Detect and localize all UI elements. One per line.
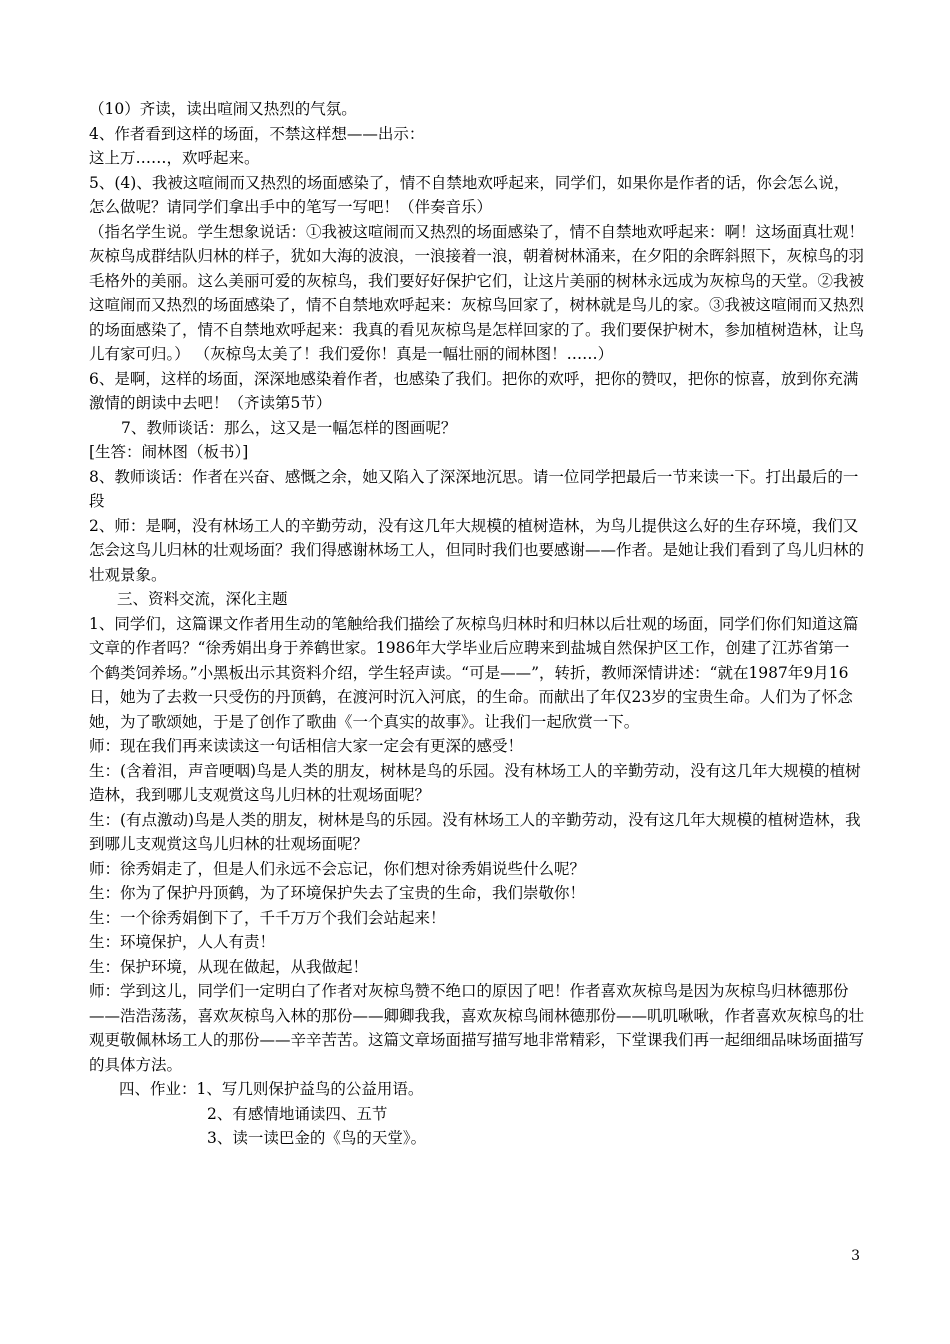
section-heading: 三、资料交流，深化主题 xyxy=(117,590,288,608)
paragraph: 5、(4)、我被这喧闹而又热烈的场面感染了，情不自禁地欢呼起来，同学们，如果你是作者的话，你会怎么说，怎么做呢？请同学们拿出手中的笔写一写吧！（伴奏音乐） xyxy=(89,173,850,216)
paragraph: 生：你为了保护丹顶鹤，为了环境保护失去了宝贵的生命，我们崇敬你！ xyxy=(89,884,586,902)
paragraph: 7、教师谈话：那么，这又是一幅怎样的图画呢？ xyxy=(121,418,457,437)
paragraph: 生：保护环境，从现在做起，从我做起！ xyxy=(89,957,369,976)
homework-item: 3、读一读巴金的《鸟的天堂》。 xyxy=(207,1129,427,1147)
document-body xyxy=(89,97,864,1151)
paragraph: 生：(含着泪，声音哽咽)鸟是人类的朋友，树林是鸟的乐园。没有林场工人的辛勤劳动，没有这几年大规模的植树造林，我到哪儿支观赏这鸟儿归林的壮观场面呢？ xyxy=(89,761,861,804)
homework-heading: 四、作业：1、写几则保护益鸟的公益用语。 xyxy=(119,1080,424,1098)
paragraph: [生答：闹林图（板书）] xyxy=(89,443,249,461)
homework-item: 2、有感情地诵读四、五节 xyxy=(207,1104,388,1123)
paragraph: 师：徐秀娟走了，但是人们永远不会忘记，你们想对徐秀娟说些什么呢？ xyxy=(89,859,586,878)
paragraph: （10）齐读，读出喧闹又热烈的气氛。 xyxy=(89,100,357,118)
paragraph: 2、师：是啊，没有林场工人的辛勤劳动，没有这几年大规模的植树造林，为鸟儿提供这么好的生存环境，我们又怎会这鸟儿归林的壮观场面？我们得感谢林场工人，但同时我们也要感谢——作者。是她让我们看到了鸟儿归林的壮观景象。 xyxy=(89,516,865,584)
paragraph: 生：环境保护，人人有责！ xyxy=(89,933,276,951)
paragraph: 师：学到这儿，同学们一定明白了作者对灰椋鸟赞不绝口的原因了吧！作者喜欢灰椋鸟是因为灰椋鸟归林德那份——浩浩荡荡，喜欢灰椋鸟入林的那份——卿卿我我，喜欢灰椋鸟闹林德那份——叽叽啾啾，作者喜欢灰椋鸟的壮观更敬佩林场工人的那份——辛辛苦苦。这篇文章场面描写描写地非常精彩，下堂课我们再一起细细品味场面描写的具体方法。 xyxy=(89,982,865,1074)
paragraph: 4、作者看到这样的场面，不禁这样想——出示： xyxy=(89,124,425,143)
paragraph: 6、是啊，这样的场面，深深地感染着作者，也感染了我们。把你的欢呼，把你的赞叹，把你的惊喜，放到你充满激情的朗读中去吧！（齐读第5节） xyxy=(89,369,859,412)
paragraph: 生：(有点激动)鸟是人类的朋友，树林是鸟的乐园。没有林场工人的辛勤劳动，没有这几年大规模的植树造林，我到哪儿支观赏这鸟儿归林的壮观场面呢？ xyxy=(89,810,861,853)
page-number: 3 xyxy=(851,1248,860,1264)
paragraph: 1、同学们，这篇课文作者用生动的笔触给我们描绘了灰椋鸟归林时和归林以后壮观的场面，同学们你们知道这篇文章的作者吗？“徐秀娟出身于养鹤世家。1986年大学毕业后应聘来到盐城自然保护区工作，创建了江苏省第一个鹤类饲养场。”小黑板出示其资料介绍，学生轻声读。“可是——”，转折，教师深情讲述：“就在1987年9月16日，她为了去救一只受伤的丹顶鹤，在渡河时沉入河底，的生命。而献出了年仅23岁的宝贵生命。人们为了怀念她，为了歌颂她，于是了创作了歌曲《一个真实的故事》。让我们一起欣赏一下。 xyxy=(89,614,859,731)
paragraph: 8、教师谈话：作者在兴奋、感慨之余，她又陷入了深深地沉思。请一位同学把最后一节来读一下。打出最后的一段 xyxy=(89,467,859,510)
paragraph: （指名学生说。学生想象说话：①我被这喧闹而又热烈的场面感染了，情不自禁地欢呼起来：啊！这场面真壮观！灰椋鸟成群结队归林的样子，犹如大海的波浪，一浪接着一浪，朝着树林涌来，在夕阳的余晖斜照下，灰椋鸟的羽毛格外的美丽。这么美丽可爱的灰椋鸟，我们要好好保护它们，让这片美丽的树林永远成为灰椋鸟的天堂。②我被这喧闹而又热烈的场面感染了，情不自禁地欢呼起来：灰椋鸟回家了，树林就是鸟儿的家。③我被这喧闹而又热烈的场面感染了，情不自禁地欢呼起来：我真的看见灰椋鸟是怎样回家的了。我们要保护树木，参加植树造林，让鸟儿有家可归。） （灰椋鸟太美了！我们爱你！真是一幅壮丽的闹林图！……） xyxy=(89,222,865,363)
paragraph: 这上万……，欢呼起来。 xyxy=(89,149,260,167)
paragraph: 师：现在我们再来读读这一句话相信大家一定会有更深的感受！ xyxy=(89,737,524,755)
paragraph: 生：一个徐秀娟倒下了，千千万万个我们会站起来！ xyxy=(89,908,446,927)
